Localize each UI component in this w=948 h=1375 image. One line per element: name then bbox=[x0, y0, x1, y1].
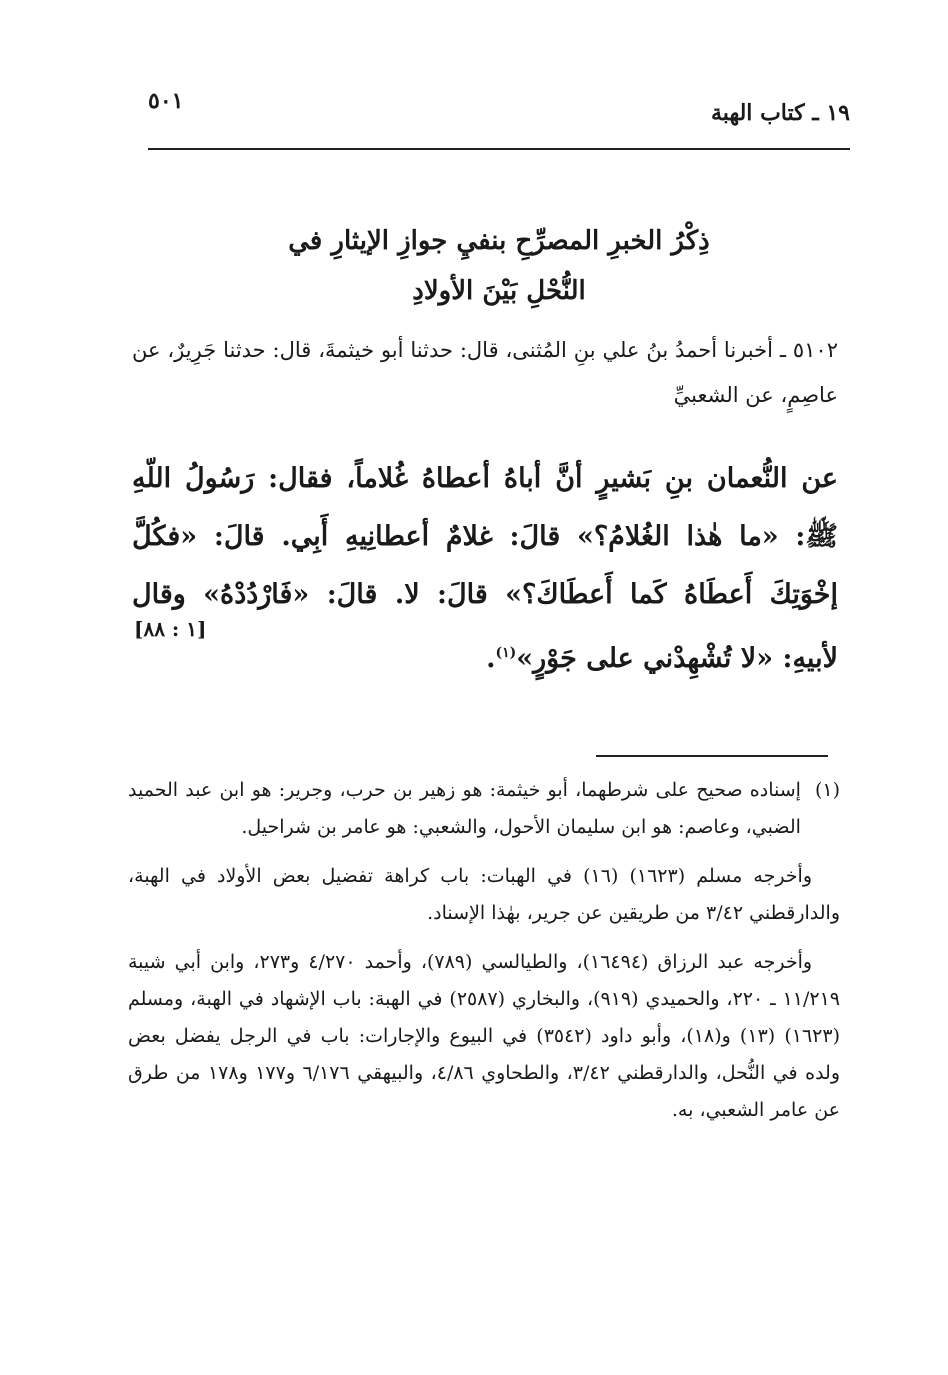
footnote-number: (١) bbox=[814, 779, 840, 801]
matn-text: عن النُّعمان بنِ بَشيرٍ أنَّ أباهُ أعطاهُ غُلاماً، فقال: رَسُولُ اللّهِ ﷺ: «ما هٰذا الغُلامُ؟» قالَ: غلامٌ أعطانِيهِ أَبِي. قالَ: «فكُلَّ إخْوَتِكَ أَعطَاهُ كَما أَعطَاكَ؟» قالَ: لا. قالَ: «فَارْدُدْهُ» وقال لأبيهِ: «لا تُشْهِدْني على جَوْرٍ» bbox=[132, 463, 838, 674]
footnote-paragraph-3: وأخرجه عبد الرزاق (١٦٤٩٤)، والطيالسي (٧٨٩)، وأحمد ٤/٢٧٠ و٢٧٣، وابن أبي شيبة ١١/٢١٩ ـ ٢٢٠، والحميدي (٩١٩)، والبخاري (٢٥٨٧) في الهبة: باب الإشهاد في الهبة، ومسلم (١٦٢٣) (١٣) و(١٨)، وأبو داود (٣٥٤٢) في البيوع والإجارات: باب في الرجل يفضل بعض ولده في النُّحل، والدارقطني ٣/٤٢، والطحاوي ٤/٨٦، والبيهقي ٦/١٧٦ و١٧٧ و١٧٨ من طرق عن عامر الشعبي، به. bbox=[128, 951, 841, 1121]
hadith-isnad bbox=[132, 328, 838, 418]
section-title-line-2: النُّحْلِ بَيْنَ الأولادِ bbox=[412, 276, 586, 306]
isnad-text: أخبرنا أحمدُ بنُ علي بنِ المُثنى، قال: حدثنا أبو خيثمةَ، قال: حدثنا جَرِيرٌ، عن عاصِمٍ، عن الشعبيِّ bbox=[132, 338, 838, 407]
page-number: ٥٠١ bbox=[148, 88, 184, 114]
section-title-line-1: ذِكْرُ الخبرِ المصرِّحِ بنفيِ جوازِ الإيثارِ في bbox=[288, 226, 710, 256]
footnote-paragraph-2: وأخرجه مسلم (١٦٢٣) (١٦) في الهبات: باب كراهة تفضيل بعض الأولاد في الهبة، والدارقطني ٣/٤٢ من طريقين عن جرير، بهٰذا الإسناد. bbox=[128, 865, 840, 924]
hadith-number: ٥١٠٢ ـ bbox=[779, 338, 838, 362]
reference-marker: [١ : ٨٨] bbox=[134, 617, 207, 641]
hadith-matn bbox=[132, 450, 838, 688]
footnote-1 bbox=[128, 772, 840, 846]
footnote-rule bbox=[596, 755, 828, 757]
section-title bbox=[148, 216, 850, 316]
running-head bbox=[148, 86, 850, 142]
footnote-marker: (١) bbox=[495, 645, 517, 661]
footnotes bbox=[128, 772, 840, 1141]
footnote-text: إسناده صحيح على شرطهما، أبو خيثمة: هو زهير بن حرب، وجرير: هو ابن عبد الحميد الضبي، وعاصم: هو ابن سليمان الأحول، والشعبي: هو عامر بن شراحيل. bbox=[128, 779, 801, 838]
header-rule bbox=[148, 148, 850, 150]
chapter-title: ١٩ ـ كتاب الهبة bbox=[711, 100, 850, 126]
matn-end: . bbox=[486, 643, 496, 674]
